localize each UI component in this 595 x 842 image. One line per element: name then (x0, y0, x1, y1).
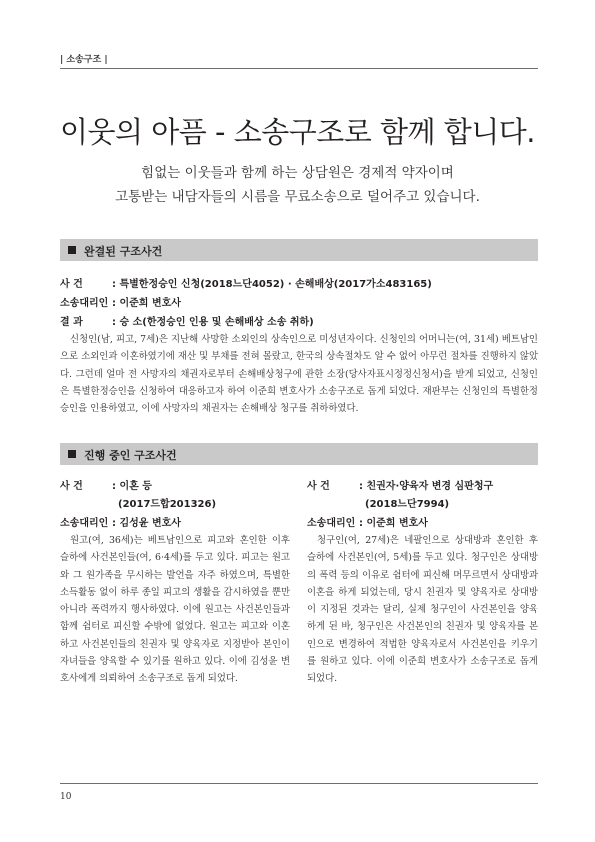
agent-label: 소송대리인 (60, 298, 109, 309)
subtitle-line-2: 고통받는 내담자들의 시름을 무료소송으로 덜어주고 있습니다. (115, 189, 480, 205)
left-case-number: (2017드합201326) (118, 499, 217, 510)
section-label: | 소송구조 | (60, 55, 108, 65)
case-label: 사 건 (60, 279, 83, 290)
running-header (60, 46, 538, 69)
completed-agent-row (60, 294, 181, 309)
completed-case-body: 신청인(남, 피고, 7세)은 지난해 사망한 소외인의 상속인으로 미성년자이다. 신청인의 어머니는(여, 31세) 베트남인으로 소외인과 이혼하였기에 재산 및 부채를 전혀 몰랐고, 한국의 상속절차도 알 수 없어 아무런 절차를 진행하지 않았다. 그런데 얼마 전 사망자의 채권자로부터 손해배상청구에 관한 소장(당사자표시정정신청서)을 받게 되었고, 신청인은 특별한정승인을 신청하여 대응하고자 하여 이준희 변호사가 소송구조로 돕게 되었다. 재판부는 신청인의 특별한정승인을 인용하였고, 이에 사망자의 채권자는 손해배상 청구를 취하하였다. (60, 334, 538, 415)
agent-value: : 이준희 변호사 (112, 298, 181, 309)
page-number: 10 (60, 792, 72, 802)
completed-result-row (60, 313, 314, 328)
footer-divider (60, 783, 538, 784)
completed-cases-heading-bar (60, 239, 538, 261)
right-case-number: (2018느단7994) (365, 499, 450, 510)
case-value: : 친권자·양육자 변경 심판청구 (359, 481, 494, 492)
square-bullet-icon (68, 450, 76, 458)
case-value: : 이혼 등 (112, 481, 152, 492)
agent-label: 소송대리인 (60, 518, 109, 529)
left-case-body: 원고(여, 36세)는 베트남인으로 피고와 혼인한 이후 슬하에 사건본인들(여, 6·4세)를 두고 있다. 피고는 원고와 그 원가족을 무시하는 발언을 자주 하였으며, 특별한 소득활동 없이 하루 종일 피고의 생활을 감시하였을 뿐만 아니라 폭력까지 행사하였다. 이에 원고는 사건본인들과 함께 쉼터로 피신할 수밖에 없었다. 원고는 피고와 이혼하고 사건본인들의 친권자 및 양육자로 지정받아 본인이 자녀들을 양육할 수 있기를 원하고 있다. 이에 김성윤 변호사에게 의뢰하여 소송구조로 돕게 되었다. (60, 535, 290, 685)
agent-value: : 김성윤 변호사 (112, 518, 181, 529)
case-label: 사 건 (60, 481, 83, 492)
completed-case-row (60, 275, 432, 290)
case-label: 사 건 (307, 481, 330, 492)
left-agent-row (60, 514, 181, 529)
completed-cases-heading: 완결된 구조사건 (84, 245, 163, 258)
case-value: : 특별한정승인 신청(2018느단4052) · 손해배상(2017가소483165) (112, 279, 432, 290)
ongoing-cases-heading-bar (60, 443, 538, 465)
ongoing-cases-heading: 진행 중인 구조사건 (84, 449, 177, 462)
right-case-row (307, 477, 493, 492)
page-title: 이웃의 아픔 - 소송구조로 함께 합니다. (60, 115, 535, 149)
subtitle-line-1: 힘없는 이웃들과 함께 하는 상담원은 경제적 약자이며 (141, 165, 454, 181)
result-label: 결 과 (60, 317, 83, 328)
result-value: : 승 소(한정승인 인용 및 손해배상 소송 취하) (112, 317, 314, 328)
right-case-body: 청구인(여, 27세)은 네팔인으로 상대방과 혼인한 후 슬하에 사건본인(여, 5세)를 두고 있다. 청구인은 상대방의 폭력 등의 이유로 쉼터에 피신해 머무르면서 상대방과 이혼을 하게 되었는데, 당시 친권자 및 양육자로 상대방이 지정된 것과는 달리, 실제 청구인이 사건본인을 양육하게 된 바, 청구인은 사건본인의 친권자 및 양육자를 본인으로 변경하여 적법한 양육자로서 사건본인을 키우기를 원하고 있다. 이에 이준희 변호사가 소송구조로 돕게 되었다. (307, 535, 538, 685)
square-bullet-icon (68, 246, 76, 254)
right-agent-row (307, 514, 428, 529)
agent-label: 소송대리인 (307, 518, 356, 529)
agent-value: : 이준희 변호사 (359, 518, 428, 529)
left-case-row (60, 477, 152, 492)
